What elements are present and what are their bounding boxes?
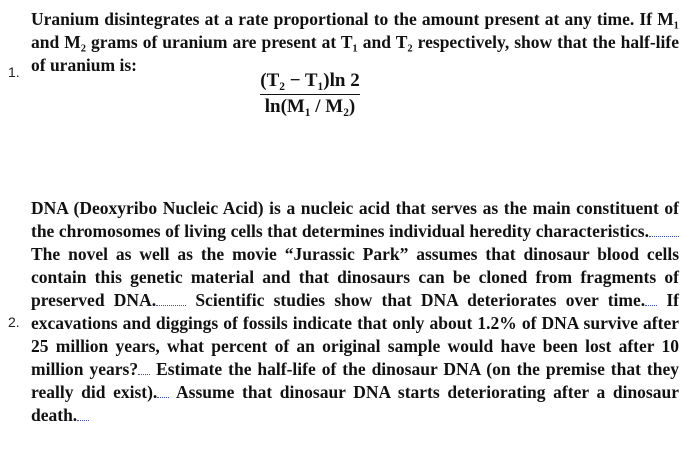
sentence-4: If excavations and diggings of fossils indicate that only about 1.2% of DNA survive after 25 million years, what percent of an original sample would have been lost after 10 million years? bbox=[31, 290, 679, 379]
sentence-6: Assume that dinosaur DNA starts deteriorating after a dinosaur death. bbox=[31, 382, 679, 425]
spacing-mark bbox=[138, 360, 150, 375]
problem-2-number: 2. bbox=[8, 314, 20, 330]
problem-1-text: Uranium disintegrates at a rate proportional to the amount present at any time. If M₁ and M₂ grams of uranium are present at T₁ and T₂ respectively, show that the half-life of uranium is: bbox=[31, 9, 679, 75]
spacing-mark bbox=[156, 291, 186, 306]
sentence-1: DNA (Deoxyribo Nucleic Acid) is a nucleic acid that serves as the main constituent of the chromosomes of living cells that determines individual heredity characteristics. bbox=[31, 198, 679, 241]
problem-2-text bbox=[31, 197, 679, 427]
spacing-mark bbox=[649, 222, 679, 237]
formula-denominator: ln(M₁ / M₂) bbox=[264, 96, 356, 117]
sentence-2: The novel as well as the movie “Jurassic Park” assumes that dinosaur blood cells contain this genetic material and that dinosaurs can be cloned from fragments of preserved DNA. bbox=[31, 244, 679, 310]
problem-1-number: 1. bbox=[8, 64, 20, 80]
spacing-mark bbox=[645, 291, 657, 306]
half-life-formula bbox=[240, 70, 380, 118]
sentence-3: Scientific studies show that DNA deteriorates over time. bbox=[195, 290, 646, 310]
sentence-5: Estimate the half-life of the dinosaur DNA (on the premise that they really did exist). bbox=[31, 359, 679, 402]
spacing-mark bbox=[157, 383, 169, 398]
formula-numerator: (T₂ − T₁)ln 2 bbox=[260, 70, 359, 95]
spacing-mark bbox=[77, 406, 89, 421]
